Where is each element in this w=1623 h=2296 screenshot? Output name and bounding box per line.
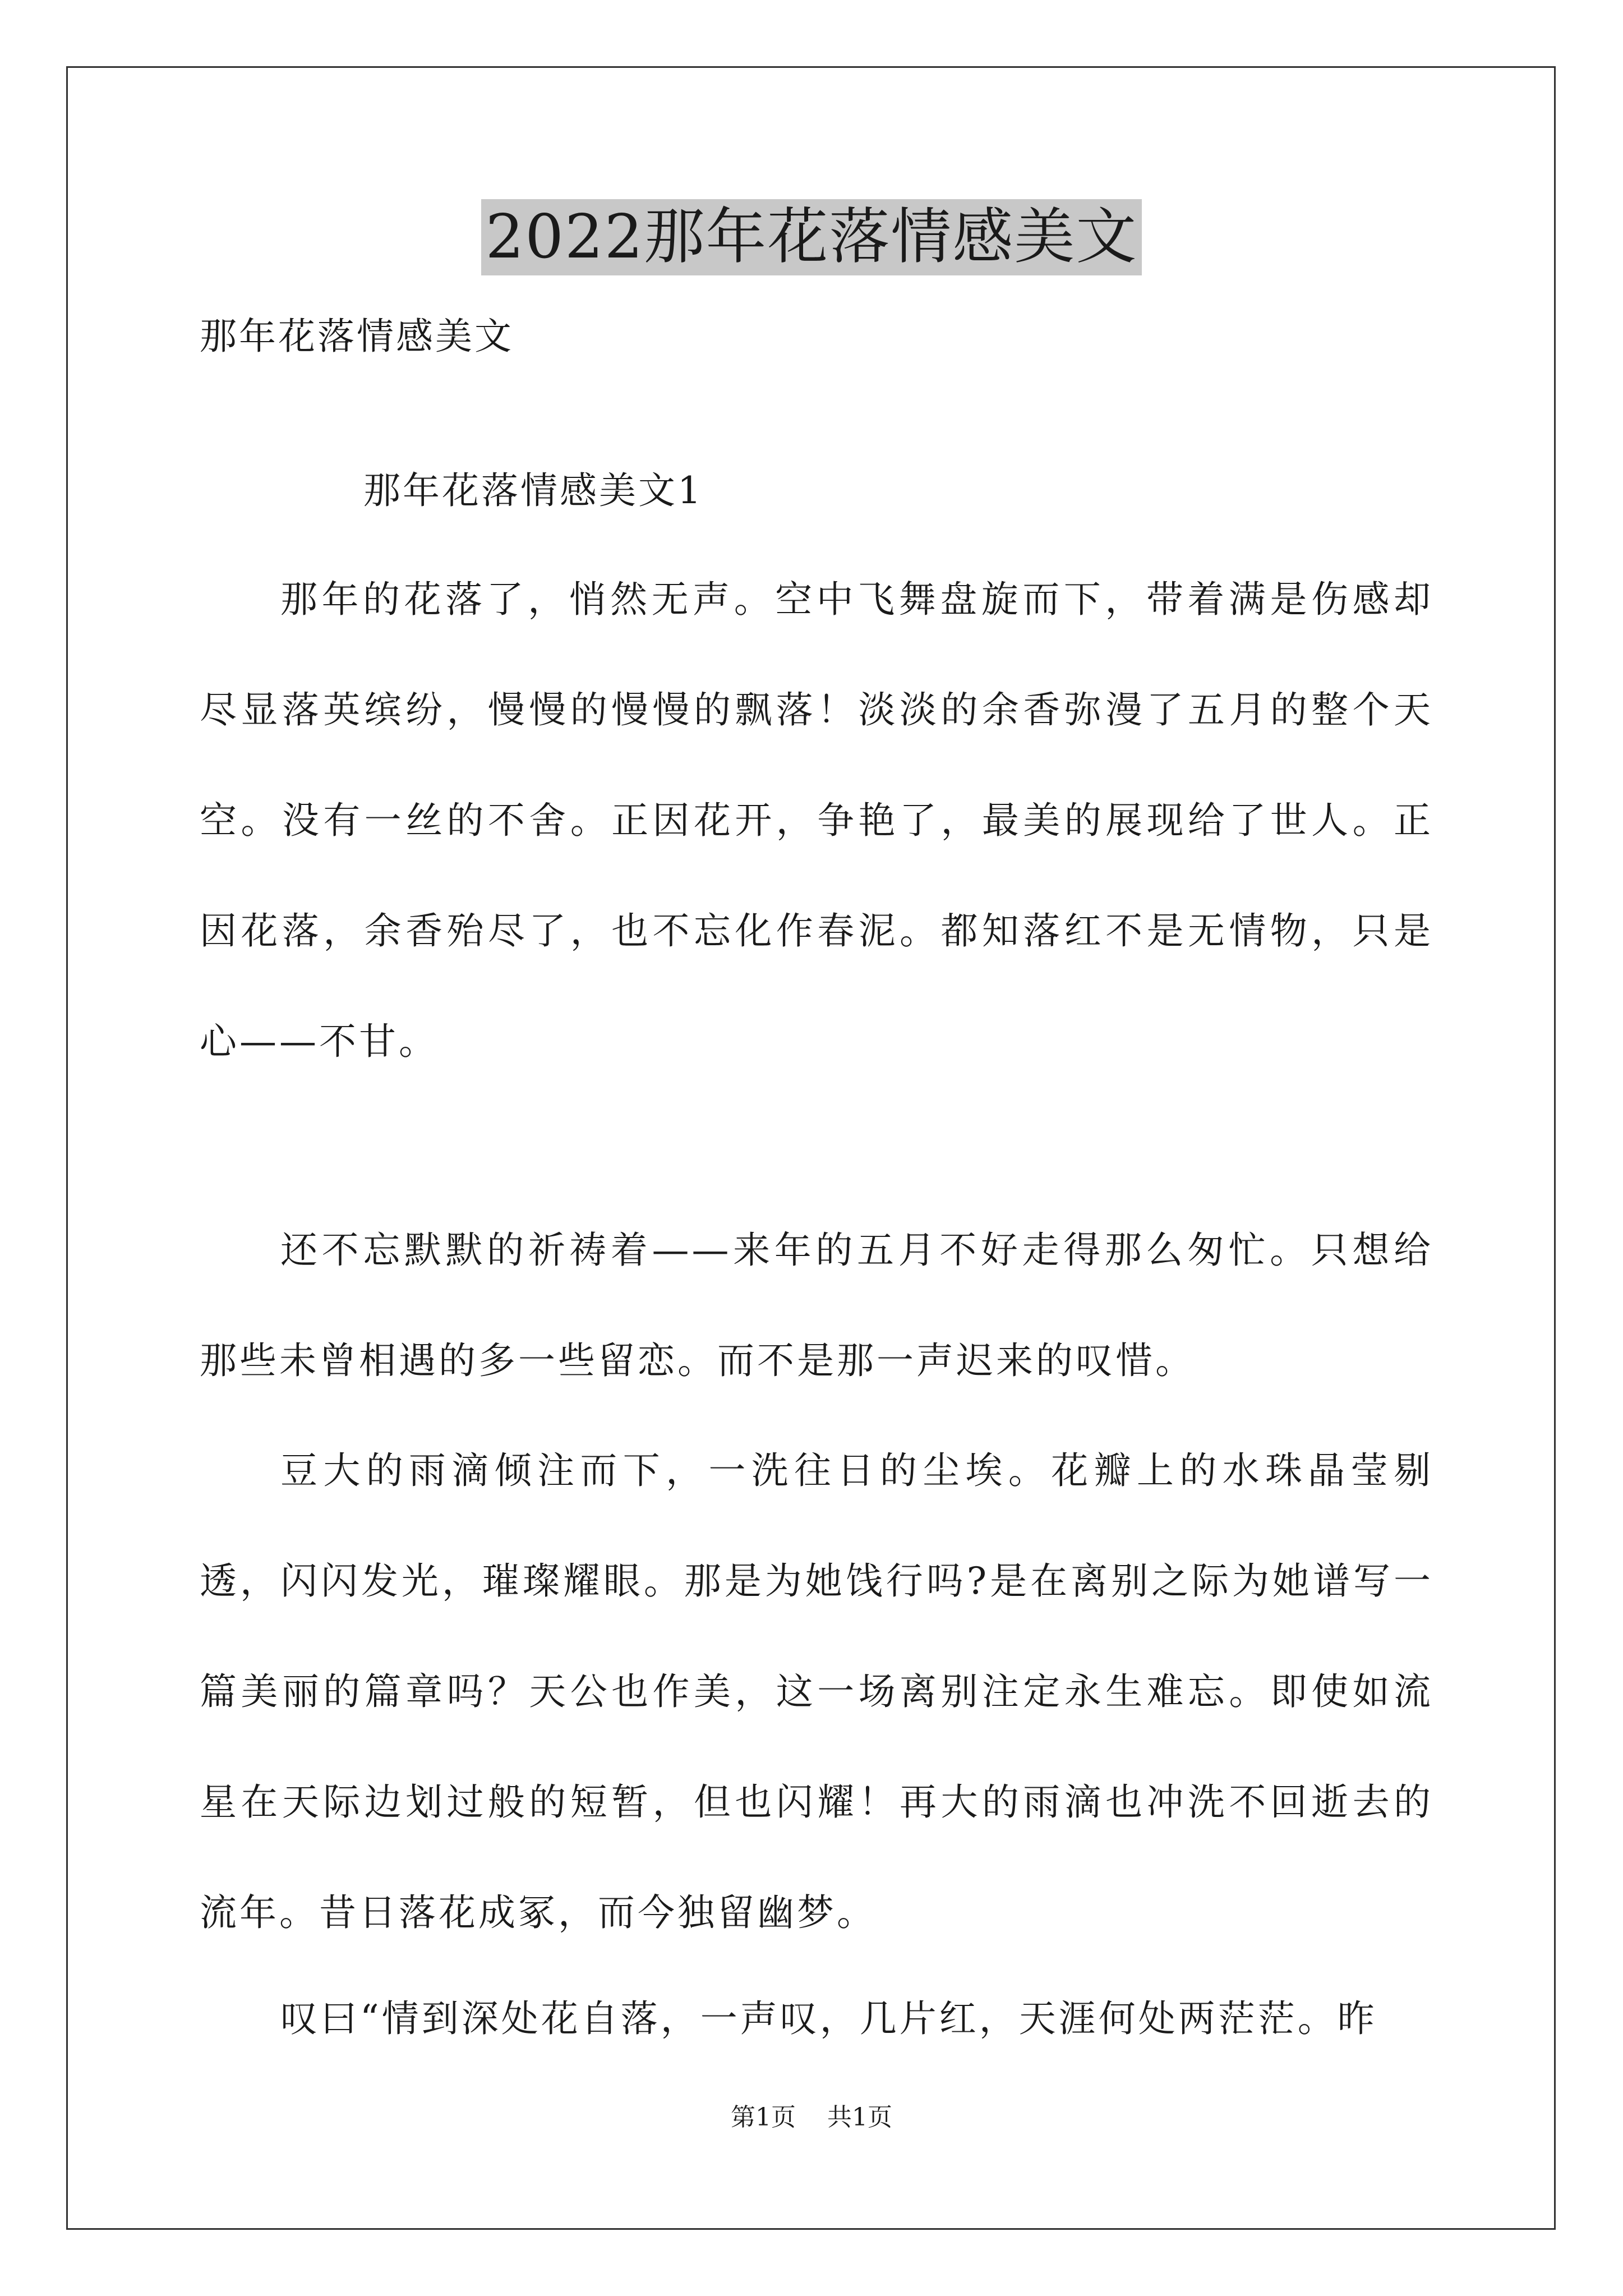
paragraph: 叹曰“情到深处花自落，一声叹，几片红，天涯何处两茫茫。昨: [280, 1997, 1377, 2040]
page-total: 共1页: [827, 2103, 892, 2132]
paragraph: 那年的花落了，悄然无声。空中飞舞盘旋而下，带着满是伤感却尽显落英缤纷，慢慢的慢慢的飘落！淡淡的余香弥漫了五月的整个天空。没有一丝的不舍。正因花开，争艳了，最美的展现给了世人。正因花落，余香殆尽了，也不忘化作春泥。都知落红不是无情物，只是心——不甘。: [200, 578, 1433, 1063]
section-heading: 那年花落情感美文1: [363, 469, 703, 512]
document-title: 2022那年花落情感美文: [481, 199, 1142, 275]
document-subtitle: 那年花落情感美文: [200, 315, 514, 358]
page-number: 第1页: [731, 2103, 796, 2132]
paragraph: 还不忘默默的祈祷着——来年的五月不好走得那么匆忙。只想给那些未曾相遇的多一些留恋。而不是那一声迟来的叹惜。: [200, 1228, 1433, 1382]
page-footer: [0, 2101, 1623, 2134]
paragraph: 豆大的雨滴倾注而下，一洗往日的尘埃。花瓣上的水珠晶莹剔透，闪闪发光，璀璨耀眼。那是为她饯行吗?是在离别之际为她谱写一篇美丽的篇章吗？天公也作美，这一场离别注定永生难忘。即使如流星在天际边划过般的短暂，但也闪耀！再大的雨滴也冲洗不回逝去的流年。昔日落花成冢，而今独留幽梦。: [200, 1449, 1433, 1934]
title-container: [0, 199, 1623, 275]
